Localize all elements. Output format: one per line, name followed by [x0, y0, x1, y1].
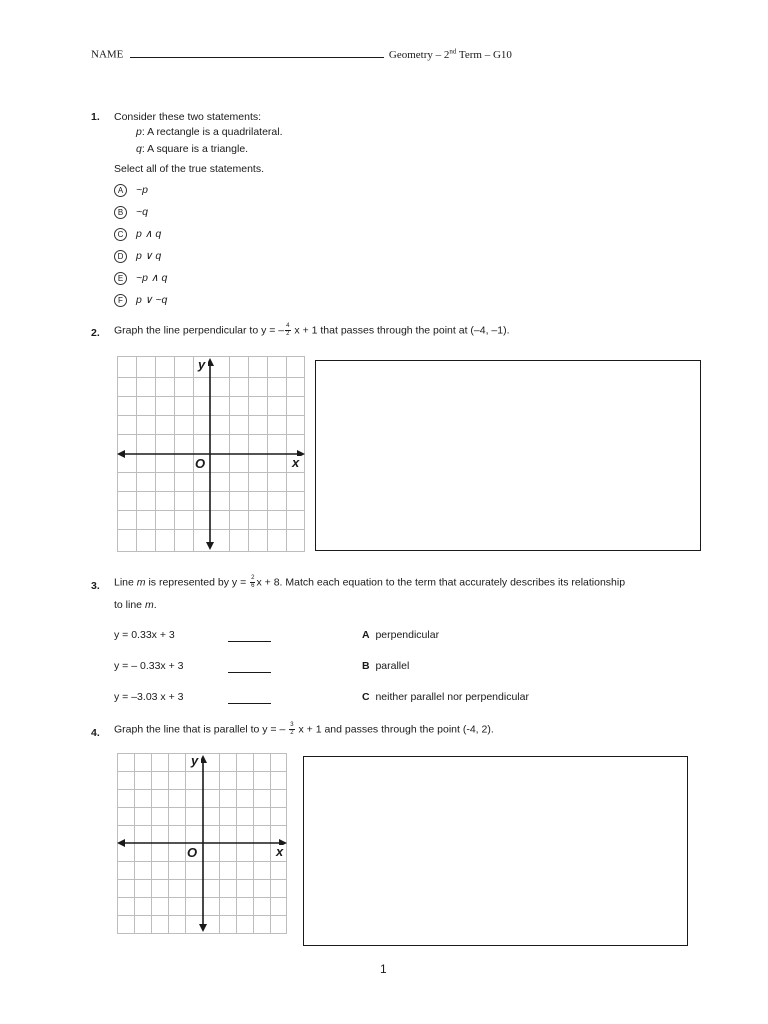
option-bubble[interactable]: C — [114, 228, 127, 241]
y-axis-label: y — [198, 357, 206, 372]
q1-number: 1. — [91, 111, 100, 123]
q1-instruction: Select all of the true statements. — [114, 163, 264, 175]
x-axis-label: x — [292, 455, 300, 470]
course-title: Geometry – 2nd Term – G10 — [388, 47, 512, 61]
origin-label: O — [195, 456, 206, 471]
q3-answer-blank[interactable] — [228, 660, 271, 673]
q4-fraction: $\frac{3}{2}$ — [290, 722, 294, 736]
option-bubble[interactable]: E — [114, 272, 127, 285]
q3-answer-blank[interactable] — [228, 629, 271, 642]
q3-equation: y = –3.03 x + 3 — [114, 691, 184, 703]
q2-answer-box[interactable] — [315, 360, 701, 551]
header — [91, 47, 531, 61]
option-bubble[interactable]: F — [114, 294, 127, 307]
q3-term: C neither parallel nor perpendicular — [362, 691, 529, 703]
y-axis-arrow-down — [199, 924, 207, 932]
q1-option[interactable]: D p ∨ q — [114, 250, 167, 272]
q1-option[interactable]: E ~p ∧ q — [114, 272, 167, 294]
q3-answer-blank[interactable] — [228, 691, 271, 704]
q4-answer-box[interactable] — [303, 756, 688, 946]
q1-option[interactable]: F p ∨ ~q — [114, 294, 167, 316]
option-bubble[interactable]: B — [114, 206, 127, 219]
q2-prompt: Graph the line perpendicular to y = – $\frac{4}{2}$ x + 1 that passes through the point at (–4, –1). — [114, 323, 510, 337]
q3-number: 3. — [91, 580, 100, 592]
y-axis-arrow-down — [206, 542, 214, 550]
name-blank[interactable] — [130, 57, 384, 58]
q1-option[interactable]: A ~p — [114, 184, 167, 206]
q3-equation: y = 0.33x + 3 — [114, 629, 175, 641]
q3-equation: y = – 0.33x + 3 — [114, 660, 184, 672]
x-axis-label: x — [276, 844, 284, 859]
q1-option[interactable]: C p ∧ q — [114, 228, 167, 250]
y-axis-label: y — [191, 753, 199, 768]
q4-number: 4. — [91, 727, 100, 739]
page-number: 1 — [380, 962, 387, 976]
q2-coordinate-grid[interactable] — [117, 356, 305, 552]
q3-term: B parallel — [362, 660, 410, 672]
q2-fraction: $\frac{4}{2}$ — [286, 323, 290, 337]
q4-coordinate-grid[interactable] — [117, 753, 287, 934]
q1-prompt: Consider these two statements: — [114, 111, 262, 123]
name-label: NAME — [91, 48, 124, 61]
q1-options — [114, 184, 167, 316]
q3-prompt-line2: to line m. — [114, 599, 157, 611]
option-bubble[interactable]: D — [114, 250, 127, 263]
q1-statement-q: q: A square is a triangle. — [136, 143, 249, 155]
q1-option[interactable]: B ~q — [114, 206, 167, 228]
option-bubble[interactable]: A — [114, 184, 127, 197]
x-axis-arrow-left — [117, 839, 125, 847]
q3-prompt-line1: Line m is represented by y = $\frac{2}{6}$ x + 8. Match each equation to the term that accurately describes its relationship — [114, 575, 626, 589]
q2-number: 2. — [91, 327, 100, 339]
q4-prompt: Graph the line that is parallel to y = – $\frac{3}{2}$ x + 1 and passes through the point (-4, 2). — [114, 722, 494, 736]
q3-fraction: $\frac{2}{6}$ — [251, 575, 255, 589]
q1-statement-p: p: A rectangle is a quadrilateral. — [136, 126, 283, 138]
origin-label: O — [187, 845, 198, 860]
q3-term: A perpendicular — [362, 629, 440, 641]
x-axis-arrow-left — [117, 450, 125, 458]
